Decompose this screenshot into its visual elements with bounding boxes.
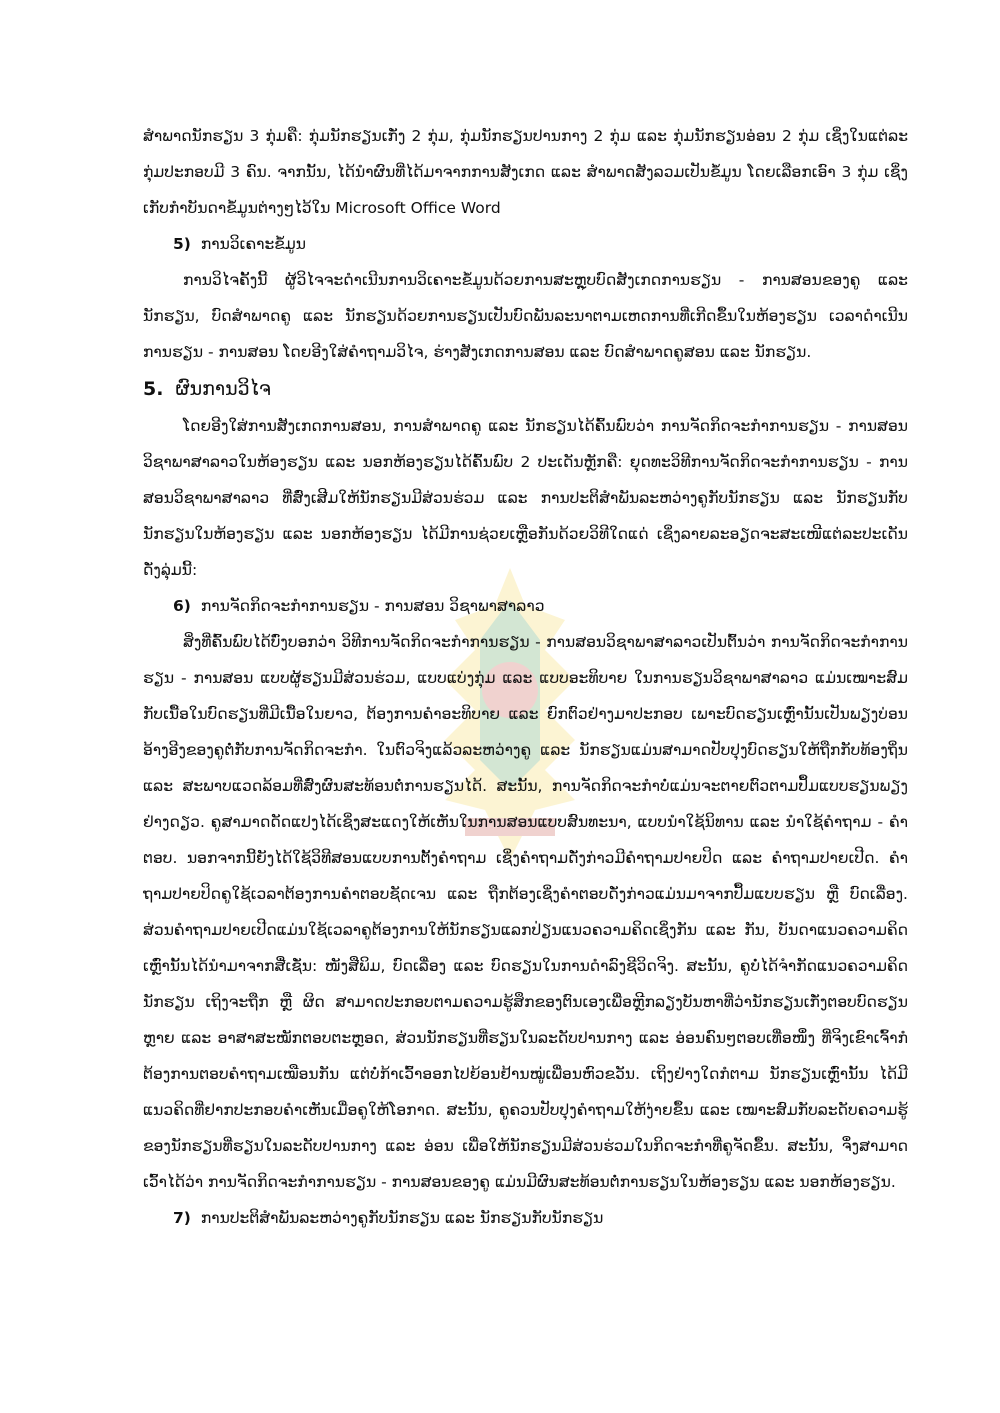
subheading-number: 7) <box>173 1209 191 1227</box>
section-number: 5. <box>143 378 164 400</box>
subheading-text: ການຈັດກິດຈະກໍາການຮຽນ - ການສອນ ວິຊາພາສາລາວ <box>200 597 545 615</box>
section-heading-results <box>143 370 908 408</box>
paragraph-interview-groups: ສໍາພາດນັກຮຽນ 3 ກຸ່ມຄື: ກຸ່ມນັກຮຽນເກັ່ງ 2 ກຸ່ມ, ກຸ່ມນັກຮຽນປານກາງ 2 ກຸ່ມ ແລະ ກຸ່ມນັກຮຽນອ່ອນ 2 ກຸ່ມ ເຊິ່ງໃນແຕ່ລະກຸ່ມປະກອບມີ 3 ຄົນ. ຈາກນັ້ນ, ໄດ້ນໍາຜົນທີ່ໄດ້ມາຈາກການສັງເກດ ແລະ ສໍາພາດສັງລວມເປັນຂໍ້ມູນ ໂດຍເລືອກເອົາ 3 ກຸ່ມ ເຊິ່ງເກັບກໍາບັນດາຂໍ້ມູນຕ່າງໆໄວ້ໃນ Microsoft Office Word <box>143 127 908 217</box>
subheading-data-analysis <box>143 226 908 262</box>
subheading-text: ການປະຕິສໍາພັນລະຫວ່າງຄູກັບນັກຮຽນ ແລະ ນັກຮຽນກັບນັກຮຽນ <box>200 1209 604 1227</box>
subheading-number: 5) <box>173 235 191 253</box>
subheading-number: 6) <box>173 597 191 615</box>
subheading-teaching-activities <box>143 588 908 624</box>
section-title: ຜົນການວິໄຈ <box>175 378 271 400</box>
paragraph-data-analysis: ການວິໄຈຄັ້ງນີ້ ຜູ້ວິໄຈຈະດໍາເນີນການວິເຄາະຂໍ້ມູນດ້ວຍການສະຫຼຸບບົດສັງເກດການຮຽນ - ການສອນຂອງຄູ ແລະ ນັກຮຽນ, ບົດສໍາພາດຄູ ແລະ ນັກຮຽນດ້ວຍການຮຽນເປັນບົດພັນລະນາຕາມເຫດການທີ່ເກີດຂຶ້ນໃນຫ້ອງຮຽນ ເວລາດໍາເນີນການຮຽນ - ການສອນ ໂດຍອີງໃສ່ຄໍາຖາມວິໄຈ, ຮ່າງສັງເກດການສອນ ແລະ ບົດສໍາພາດຄູສອນ ແລະ ນັກຮຽນ. <box>143 271 908 361</box>
paragraph-teaching-activities: ສິ່ງທີ່ຄົ້ນພົບໄດ້ບົ່ງບອກວ່າ ວິທີການຈັດກິດຈະກໍາການຮຽນ - ການສອນວິຊາພາສາລາວເປັນຕົ້ນວ່າ ການຈັດກິດຈະກໍາການຮຽນ - ການສອນ ແບບຜູ້ຮຽນມີສ່ວນຮ່ວມ, ແບບແບ່ງກຸ່ມ ແລະ ແບບອະທິບາຍ ໃນການຮຽນວິຊາພາສາລາວ ແມ່ນເໝາະສົມກັບເນື້ອໃນບົດຮຽນທີ່ມີເນື້ອໃນຍາວ, ຕ້ອງການຄໍາອະທິບາຍ ແລະ ຍົກຕົວຢ່າງມາປະກອບ ເພາະບົດຮຽນເຫຼົ່ານັ້ນເປັນພຽງບ່ອນອ້າງອີງຂອງຄູຕໍ່ກັບການຈັດກິດຈະກໍາ. ໃນຕົວຈິງແລ້ວລະຫວ່າງຄູ ແລະ ນັກຮຽນແມ່ນສາມາດປັບປຸງບົດຮຽນໃຫ້ຖືກກັບທ້ອງຖິ່ນ ແລະ ສະພາບແວດລ້ອມທີ່ສົ່ງຜົນສະທ້ອນຕໍ່ການຮຽນໄດ້. ສະນັ້ນ, ການຈັດກິດຈະກໍາບໍ່ແມ່ນຈະຕາຍຕົວຕາມປຶ້ມແບບຮຽນພຽງຢ່າງດຽວ. ຄູສາມາດດັດແປງໄດ້ເຊິ່ງສະແດງໃຫ້ເຫັນໃນການສອນແບບສົນທະນາ, ແບບນໍາໃຊ້ນິທານ ແລະ ນໍາໃຊ້ຄໍາຖາມ - ຄໍາຕອບ. ນອກຈາກນີ້ຍັງໄດ້ໃຊ້ວິທີສອນແບບການຕັ້ງຄໍາຖາມ ເຊິ່ງຄໍາຖາມດັ່ງກ່າວມີຄໍາຖາມປາຍປິດ ແລະ ຄໍາຖາມປາຍເປີດ. ຄໍາຖາມປາຍປິດຄູໃຊ້ເວລາຕ້ອງການຄໍາຕອບຊັດເຈນ ແລະ ຖືກຕ້ອງເຊິ່ງຄໍາຕອບດັ່ງກ່າວແມ່ນມາຈາກປຶ້ມແບບຮຽນ ຫຼື ບົດເລື່ອງ. ສ່ວນຄໍາຖາມປາຍເປີດແມ່ນໃຊ້ເວລາຄູຕ້ອງການໃຫ້ນັກຮຽນແລກປ່ຽນແນວຄວາມຄິດເຊິ່ງກັນ ແລະ ກັນ, ບັນດາແນວຄວາມຄິດເຫຼົ່ານັ້ນໄດ້ນໍາມາຈາກສື່ເຊັ່ນ: ໜັງສືພິມ, ບົດເລື່ອງ ແລະ ບົດຮຽນໃນການດໍາລົງຊີວິດຈິງ. ສະນັ້ນ, ຄູບໍ່ໄດ້ຈໍາກັດແນວຄວາມຄິດນັກຮຽນ ເຖິງຈະຖືກ ຫຼື ຜິດ ສາມາດປະກອບຕາມຄວາມຮູ້ສຶກຂອງຕົນເອງເພື່ອຫຼີກລຽງບັນຫາທີ່ວ່ານັກຮຽນເກັ່ງຕອບບົດຮຽນຫຼາຍ ແລະ ອາສາສະໝັກຕອບຕະຫຼອດ, ສ່ວນນັກຮຽນທີ່ຮຽນໃນລະດັບປານກາງ ແລະ ອ່ອນຄົນໆຕອບເທື່ອໜຶ່ງ ທີ່ຈິງເຂົາເຈົ້າກໍຕ້ອງການຕອບຄໍາຖາມເໝືອນກັນ ແຕ່ບໍ່ກ້າເວົ້າອອກໄປຍ້ອນຢ້ານໝູ່ເພື່ອນຫົວຂວັນ. ເຖິງຢ່າງໃດກໍຕາມ ນັກຮຽນເຫຼົ່ານັ້ນ ໄດ້ມີແນວຄິດທີ່ຢາກປະກອບຄໍາເຫັນເມື່ອຄູໃຫ້ໂອກາດ. ສະນັ້ນ, ຄູຄວນປັບປຸງຄໍາຖາມໃຫ້ງ່າຍຂຶ້ນ ແລະ ເໝາະສົມກັບລະດັບຄວາມຮູ້ຂອງນັກຮຽນທີ່ຮຽນໃນລະດັບປານກາງ ແລະ ອ່ອນ ເພື່ອໃຫ້ນັກຮຽນມີສ່ວນຮ່ວມໃນກິດຈະກໍາທີ່ຄູຈັດຂຶ້ນ. ສະນັ້ນ, ຈຶ່ງສາມາດເວົ້າໄດ້ວ່າ ການຈັດກິດຈະກໍາການຮຽນ - ການສອນຂອງຄູ ແມ່ນມີຜົນສະທ້ອນຕໍ່ການຮຽນໃນຫ້ອງຮຽນ ແລະ ນອກຫ້ອງຮຽນ. <box>143 633 908 1191</box>
document-body <box>143 118 908 1236</box>
subheading-text: ການວິເຄາະຂໍ້ມູນ <box>200 235 306 253</box>
subheading-interaction <box>143 1200 908 1236</box>
paragraph-results-intro: ໂດຍອີງໃສ່ການສັງເກດການສອນ, ການສໍາພາດຄູ ແລະ ນັກຮຽນໄດ້ຄົ້ນພົບວ່າ ການຈັດກິດຈະກໍາການຮຽນ - ການສອນວິຊາພາສາລາວໃນຫ້ອງຮຽນ ແລະ ນອກຫ້ອງຮຽນໄດ້ຄົ້ນພົບ 2 ປະເດັນຫຼັກຄື: ຍຸດທະວິທີການຈັດກິດຈະກໍາການຮຽນ - ການສອນວິຊາພາສາລາວ ທີ່ສົ່ງເສີມໃຫ້ນັກຮຽນມີສ່ວນຮ່ວມ ແລະ ການປະຕິສໍາພັນລະຫວ່າງຄູກັບນັກຮຽນ ແລະ ນັກຮຽນກັບນັກຮຽນໃນຫ້ອງຮຽນ ແລະ ນອກຫ້ອງຮຽນ ໄດ້ມີການຊ່ວຍເຫຼືອກັນດ້ວຍວິທີໃດແດ່ ເຊິ່ງລາຍລະອຽດຈະສະເໜີແຕ່ລະປະເດັນດັ່ງລຸ່ມນີ້: <box>143 417 908 579</box>
